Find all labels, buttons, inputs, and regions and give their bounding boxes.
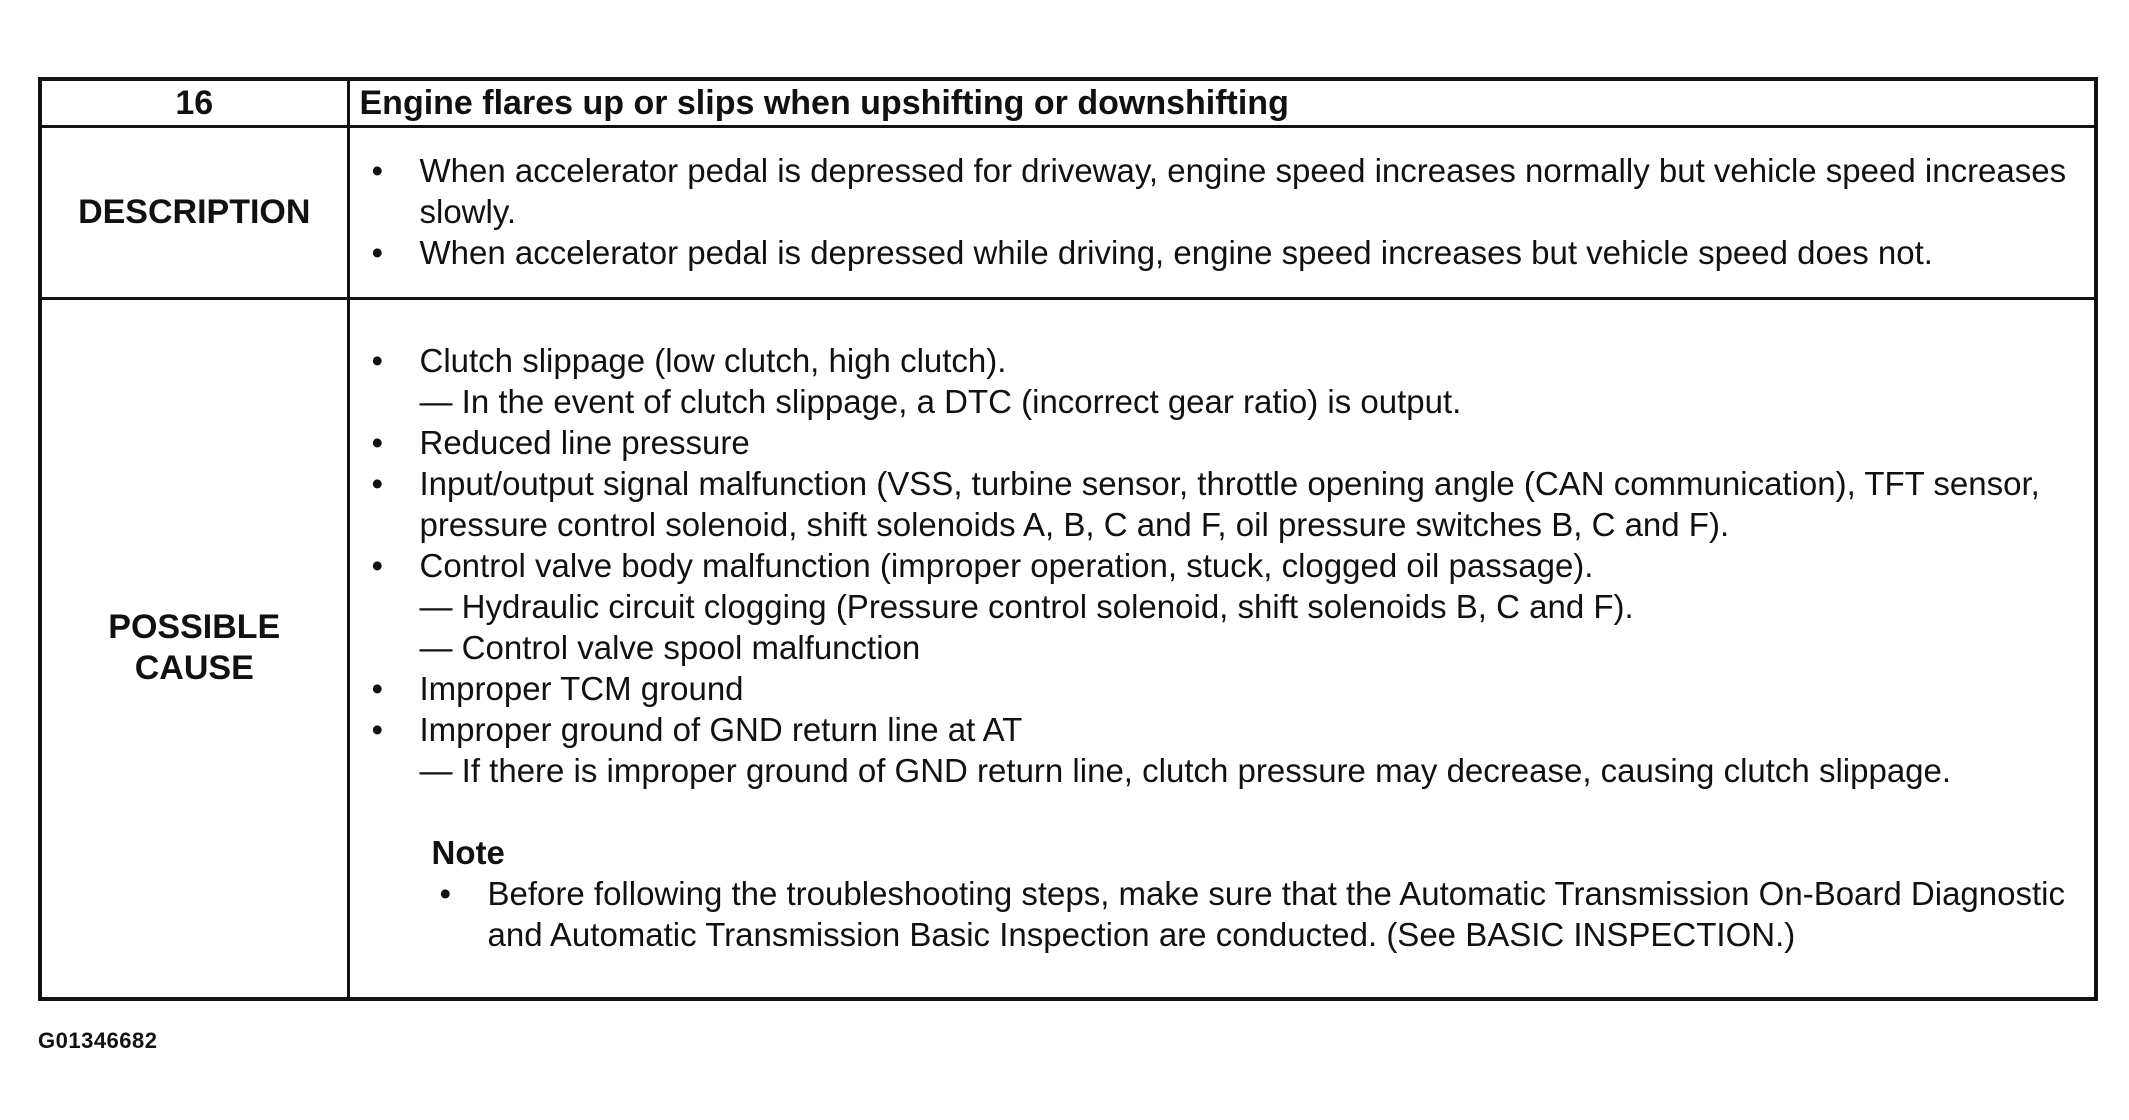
- cause-subitem: — If there is improper ground of GND return line, clutch pressure may decrease, causing clutch slippage.: [419, 751, 1952, 789]
- cause-text: Input/output signal malfunction (VSS, turbine sensor, throttle opening angle (CAN communication), TFT sensor, pressure control solenoid, shift solenoids A, B, C and F, oil pressure switches B, C and F).: [419, 464, 2040, 543]
- cause-item: [364, 545, 2083, 668]
- cause-list: [364, 340, 2083, 791]
- note-title: Note: [431, 833, 505, 871]
- cause-text: Improper TCM ground: [419, 669, 744, 707]
- note-list: [432, 873, 2083, 955]
- cause-item: [364, 709, 2083, 791]
- description-label: DESCRIPTION: [40, 127, 348, 299]
- cause-subitem: — In the event of clutch slippage, a DTC (incorrect gear ratio) is output.: [419, 382, 1462, 420]
- cause-text: Control valve body malfunction (improper operation, stuck, clogged oil passage).: [419, 546, 1594, 584]
- cause-subitem: — Control valve spool malfunction: [419, 628, 921, 666]
- cause-subitem: — Hydraulic circuit clogging (Pressure control solenoid, shift solenoids B, C and F).: [419, 587, 1634, 625]
- possible-cause-content: [348, 299, 2096, 999]
- description-item: • When accelerator pedal is depressed for driveway, engine speed increases normally but vehicle speed increases slowly.: [364, 150, 2083, 232]
- title-row: [40, 79, 2096, 127]
- figure-id: G01346682: [38, 1028, 158, 1053]
- cause-text: Reduced line pressure: [419, 423, 750, 461]
- description-row: [40, 127, 2096, 299]
- cause-item: [364, 463, 2083, 545]
- description-item: • When accelerator pedal is depressed while driving, engine speed increases but vehicle speed does not.: [364, 232, 2083, 273]
- cause-text: Improper ground of GND return line at AT: [419, 710, 1023, 748]
- note-item: • Before following the troubleshooting steps, make sure that the Automatic Transmission On-Board Diagnostic and Automatic Transmission Basic Inspection are conducted. (See BASIC INSPECTION.): [432, 873, 2083, 955]
- symptom-number: 16: [40, 79, 348, 127]
- possible-cause-label-line1: POSSIBLE: [108, 608, 281, 647]
- description-content: [348, 127, 2096, 299]
- possible-cause-label: [40, 299, 348, 999]
- troubleshooting-table: [38, 77, 2098, 1001]
- cause-item: [364, 340, 2083, 422]
- possible-cause-row: [40, 299, 2096, 999]
- cause-item: [364, 422, 2083, 463]
- note-block: [364, 832, 2083, 955]
- possible-cause-label-line2: CAUSE: [134, 649, 254, 688]
- cause-item: [364, 668, 2083, 709]
- description-list: [364, 150, 2083, 273]
- symptom-title: Engine flares up or slips when upshifting or downshifting: [348, 79, 2096, 127]
- cause-text: Clutch slippage (low clutch, high clutch).: [419, 341, 1007, 379]
